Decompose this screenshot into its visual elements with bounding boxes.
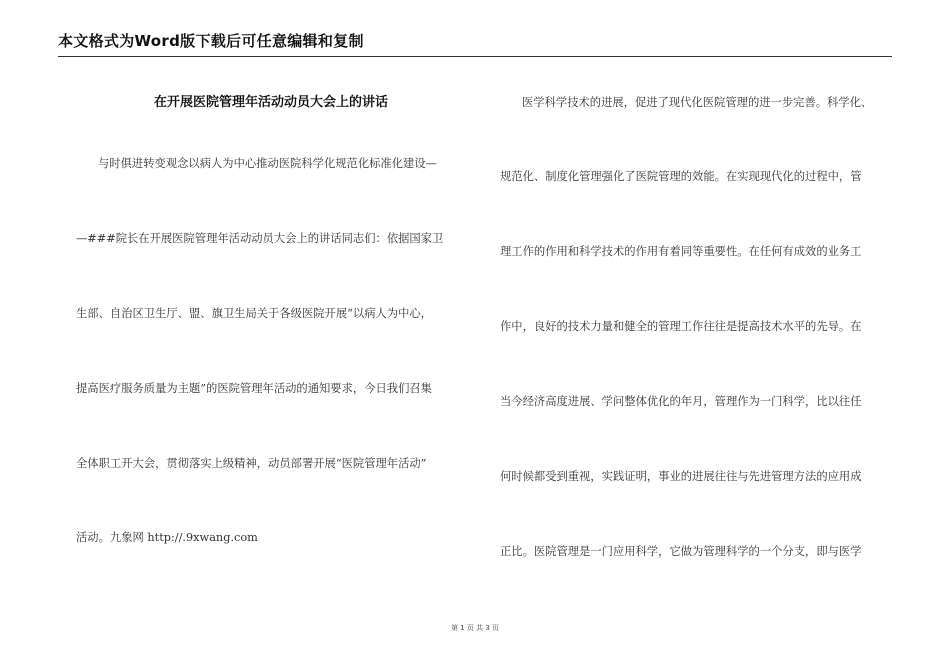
paragraph-line: 当今经济高度进展、学问整体优化的年月，管理作为一门科学，比以往任 <box>500 395 862 408</box>
document-banner: 本文格式为Word版下载后可任意编辑和复制 <box>58 32 364 50</box>
paragraph-line: 规范化、制度化管理强化了医院管理的效能。在实现现代化的过程中，管 <box>500 170 862 183</box>
paragraph-line: 生部、自治区卫生厅、盟、旗卫生局关于各级医院开展“以病人为中心， <box>76 307 432 320</box>
banner-divider <box>58 56 892 57</box>
paragraph-line: 活动。九象网 http://.9xwang.com <box>76 531 258 544</box>
document-title: 在开展医院管理年活动动员大会上的讲话 <box>153 95 388 110</box>
paragraph-line: 正比。医院管理是一门应用科学，它做为管理科学的一个分支，即与医学 <box>500 545 862 558</box>
paragraph-line: —###院长在开展医院管理年活动动员大会上的讲话同志们：依据国家卫 <box>76 232 444 245</box>
paragraph-line: 理工作的作用和科学技术的作用有着同等重要性。在任何有成效的业务工 <box>500 245 862 258</box>
paragraph-line: 与时俱进转变观念以病人为中心推动医院科学化规范化标准化建设— <box>98 157 437 170</box>
paragraph-line: 作中，良好的技术力量和健全的管理工作往往是提高技术水平的先导。在 <box>500 320 862 333</box>
paragraph-line: 全体职工开大会，贯彻落实上级精神，动员部署开展“医院管理年活动” <box>76 457 427 470</box>
paragraph-line: 何时候都受到重视，实践证明，事业的进展往往与先进管理方法的应用成 <box>500 470 862 483</box>
paragraph-line: 提高医疗服务质量为主题”的医院管理年活动的通知要求，今日我们召集 <box>76 382 432 395</box>
paragraph-line: 医学科学技术的进展，促进了现代化医院管理的进一步完善。科学化、 <box>522 96 873 109</box>
page-indicator: 第 1 页 共 3 页 <box>450 624 500 632</box>
